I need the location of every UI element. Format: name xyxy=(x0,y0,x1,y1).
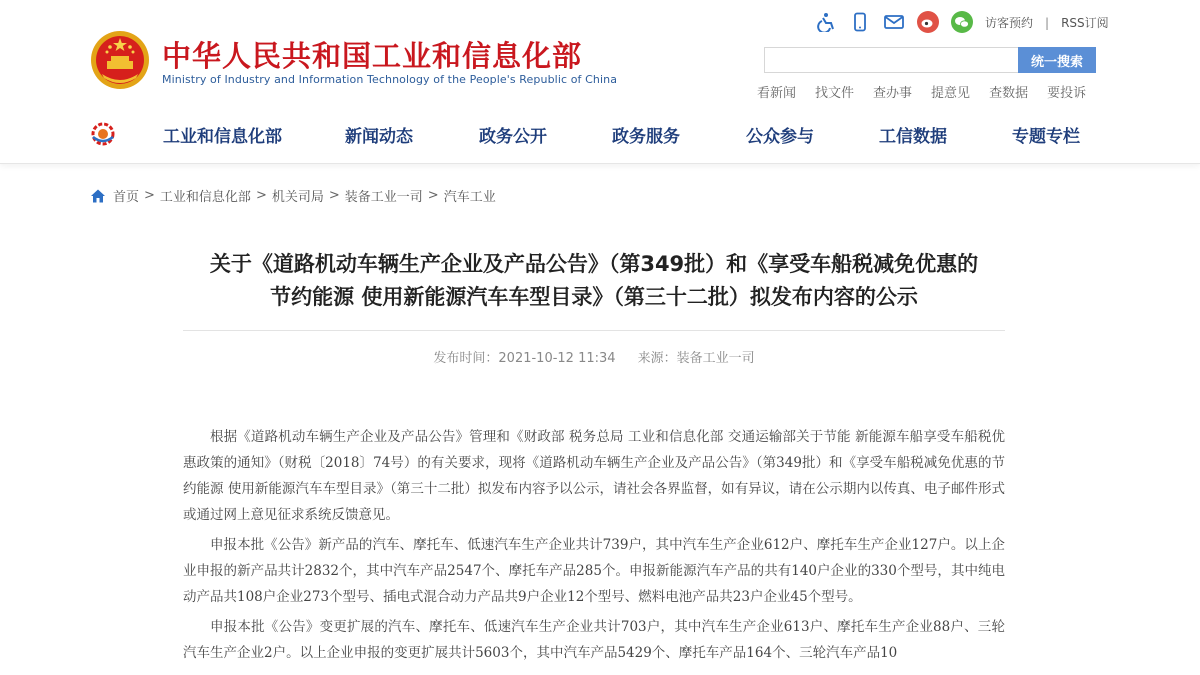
quick-link-services[interactable]: 查办事 xyxy=(873,86,913,101)
publish-date: 2021-10-12 11:34 xyxy=(498,351,616,366)
national-emblem-icon[interactable] xyxy=(90,30,150,90)
article-paragraph: 申报本批《公告》新产品的汽车、摩托车、低速汽车生产企业共计739户，其中汽车生产企业612户、摩托车生产企业127户。以上企业申报的新产品共计2832个，其中汽车产品2547个、摩托车产品285个。申报新能源汽车产品的共有140户企业的330个型号，其中纯电动产品共108户企业273个型号、插电式混合动力产品共9户企业12个型号、燃料电池产品共23户企业45个型号。 xyxy=(183,537,1005,605)
breadcrumb xyxy=(90,186,496,205)
site-title-en: Ministry of Industry and Information Technology of the People's Republic of China xyxy=(162,73,618,86)
breadcrumb-separator: > xyxy=(144,188,155,203)
title-divider xyxy=(183,330,1005,331)
top-links-separator: | xyxy=(1045,16,1050,30)
article-title xyxy=(183,248,1005,314)
breadcrumb-separator: > xyxy=(255,188,267,203)
mobile-icon[interactable] xyxy=(848,10,872,34)
nav-data[interactable]: 工信数据 xyxy=(879,127,947,147)
site-header xyxy=(0,0,1200,164)
nav-topics[interactable]: 专题专栏 xyxy=(1012,127,1080,147)
rss-link[interactable]: RSS订阅 xyxy=(1061,16,1109,30)
quick-link-data[interactable]: 查数据 xyxy=(989,86,1029,101)
site-title-cn[interactable]: 中华人民共和国工业和信息化部 xyxy=(162,39,583,73)
ministry-logo-icon[interactable] xyxy=(90,121,116,147)
quick-link-files[interactable]: 找文件 xyxy=(815,86,855,101)
article-paragraph: 根据《道路机动车辆生产企业及产品公告》管理和《财政部 税务总局 工业和信息化部 交通运输部关于节能 新能源车船享受车船税优惠政策的通知》（财税〔2018〕74号）的有关要求，现将《道路机动车辆生产企业及产品公告》（第349批）和《享受车船税减免优惠的节约能源 使用新能源汽车车型目录》（第三十二批）拟发布内容予以公示，请社会各界监督，如有异议，请在公示期内以传真、电子邮件形式或通过网上意见征求系统反馈意见。 xyxy=(183,429,1005,523)
wechat-icon[interactable] xyxy=(950,10,974,34)
nav-news[interactable]: 新闻动态 xyxy=(345,127,413,147)
article-meta xyxy=(183,347,1005,366)
breadcrumb-miit[interactable]: 工业和信息化部 xyxy=(159,190,251,205)
search-input[interactable] xyxy=(764,47,1018,73)
publish-date-label: 发布时间： xyxy=(433,351,499,366)
source-value: 装备工业一司 xyxy=(676,351,755,366)
source-label: 来源： xyxy=(637,351,677,366)
home-icon[interactable] xyxy=(90,188,106,204)
article-title-line-1: 关于《道路机动车辆生产企业及产品公告》（第349批）和《享受车船税减免优惠的 xyxy=(209,252,979,276)
quick-link-news[interactable]: 看新闻 xyxy=(757,86,797,101)
nav-public-participation[interactable]: 公众参与 xyxy=(746,127,814,147)
breadcrumb-auto-industry[interactable]: 汽车工业 xyxy=(443,190,496,205)
accessibility-icon[interactable] xyxy=(814,10,838,34)
article-body xyxy=(183,424,1005,670)
quick-links xyxy=(757,82,1105,101)
article-paragraph: 申报本批《公告》变更扩展的汽车、摩托车、低速汽车生产企业共计703户，其中汽车生产企业613户、摩托车生产企业88户、三轮汽车生产企业2户。以上企业申报的变更扩展共计5603个，其中汽车产品5429个、摩托车产品164个、三轮汽车产品10 xyxy=(183,619,1005,661)
nav-gov-services[interactable]: 政务服务 xyxy=(612,127,680,147)
mail-icon[interactable] xyxy=(882,10,906,34)
breadcrumb-separator: > xyxy=(427,188,439,203)
breadcrumb-home[interactable]: 首页 xyxy=(113,190,140,205)
quick-link-complaint[interactable]: 要投诉 xyxy=(1047,86,1087,101)
breadcrumb-departments[interactable]: 机关司局 xyxy=(271,190,324,205)
top-icon-bar xyxy=(814,10,984,34)
weibo-icon[interactable] xyxy=(916,10,940,34)
nav-miit[interactable]: 工业和信息化部 xyxy=(163,127,282,147)
breadcrumb-equipment-dept[interactable]: 装备工业一司 xyxy=(344,190,423,205)
top-links xyxy=(985,14,1109,31)
article-title-line-2: 节约能源 使用新能源汽车车型目录》（第三十二批）拟发布内容的公示 xyxy=(270,285,918,309)
visitor-appointment-link[interactable]: 访客预约 xyxy=(985,16,1034,30)
nav-gov-affairs[interactable]: 政务公开 xyxy=(479,127,547,147)
quick-link-feedback[interactable]: 提意见 xyxy=(931,86,971,101)
search-button[interactable]: 统一搜索 xyxy=(1018,47,1096,73)
breadcrumb-separator: > xyxy=(328,188,340,203)
